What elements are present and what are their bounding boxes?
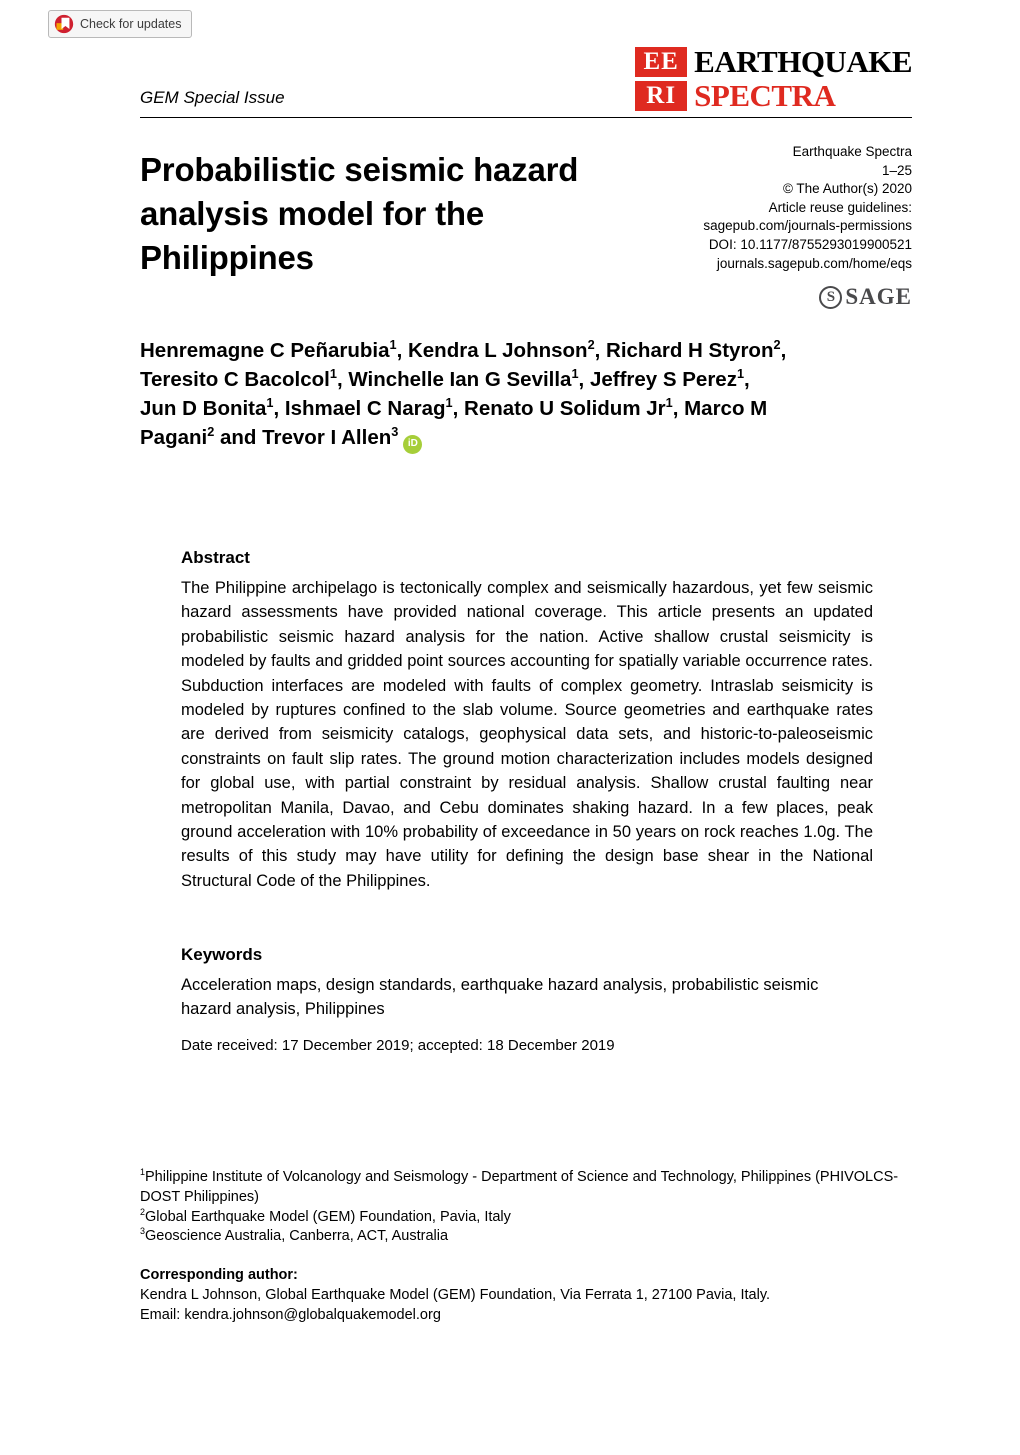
author-affiliation-sup: 1 <box>266 395 274 411</box>
footnote-line: $^3$Geoscience Australia, Canberra, ACT, Australia <box>140 1226 449 1245</box>
sage-wordmark: SAGE <box>845 284 912 310</box>
author-segments <box>140 339 786 449</box>
author-affiliation-sup: 1 <box>389 337 397 353</box>
author-affiliation-sup: 1 <box>445 395 453 411</box>
sage-circle-s-icon: S <box>819 286 842 309</box>
check-for-updates-button[interactable] <box>48 10 192 38</box>
logo-word-earthquake: EARTHQUAKE <box>694 44 912 79</box>
author-name: , Teresito C Bacolcol <box>140 339 787 392</box>
corresponding-author-heading: Corresponding author: <box>140 1267 298 1283</box>
corresponding-author-address: Kendra L Johnson, Global Earthquake Model (GEM) Foundation, Via Ferrata 1, 27100 Pavia, Italy. <box>140 1286 771 1303</box>
author-affiliation-sup: 2 <box>773 337 781 353</box>
check-for-updates-label: Check for updates <box>80 17 182 31</box>
keywords-text: Acceleration maps, design standards, earthquake hazard analysis, probabilistic seismic hazard analysis, Philippines <box>181 976 819 1018</box>
author-affiliation-sup: 1 <box>571 366 579 382</box>
doi-line: DOI: 10.1177/8755293019900521 <box>708 236 912 252</box>
corresponding-author-email-line <box>140 1306 912 1326</box>
author-affiliation-sup: 1 <box>736 366 745 382</box>
author-affiliation-sup: 2 <box>207 424 215 440</box>
author-list <box>140 336 788 454</box>
header-divider <box>140 117 912 118</box>
journal-name: Earthquake Spectra <box>792 144 912 159</box>
abstract-section <box>181 548 873 893</box>
journal-home-link[interactable]: journals.sagepub.com/home/eqs <box>716 255 912 271</box>
special-issue-label: GEM Special Issue <box>140 88 285 107</box>
correspondence-section <box>140 1266 912 1325</box>
page-range: 1–25 <box>881 162 912 178</box>
email-link[interactable]: kendra.johnson@globalquakemodel.org <box>184 1306 441 1323</box>
abstract-heading: Abstract <box>181 548 250 567</box>
email-label: Email: <box>140 1306 185 1323</box>
logo-word-spectra: SPECTRA <box>694 78 836 113</box>
article-title: Probabilistic seismic hazard analysis model for the Philippines <box>140 151 579 276</box>
author-name: , Ishmael C Narag <box>273 397 446 421</box>
logo-row-bottom <box>635 80 912 111</box>
dates-line: Date received: 17 December 2019; accepted: 18 December 2019 <box>181 1037 615 1054</box>
author-name: , Jun D Bonita <box>140 368 750 421</box>
keywords-section <box>181 945 873 1021</box>
copyright-line: © The Author(s) 2020 <box>782 181 912 197</box>
author-name: , Marco M Pagani <box>140 397 768 450</box>
reuse-guidelines-link[interactable]: sagepub.com/journals-permissions <box>703 218 912 234</box>
author-name: and Trevor I Allen <box>214 426 392 450</box>
eeri-block-ri: RI <box>635 81 687 111</box>
author-affiliation-sup: 3 <box>391 424 399 440</box>
author-name: , Renato U Solidum Jr <box>452 397 666 421</box>
author-affiliation-sup: 1 <box>665 395 673 411</box>
author-name: Henremagne C Peñarubia <box>140 339 390 362</box>
sage-logo <box>819 286 912 309</box>
author-affiliation-sup: 2 <box>587 337 595 353</box>
author-name: , Winchelle Ian G Sevilla <box>336 368 572 392</box>
affiliation-footnotes <box>140 1168 912 1247</box>
abstract-text: The Philippine archipelago is tectonically complex and seismically hazardous, yet few seismic hazard assessments have provided national coverage. This article presents an updated probabilistic seismic hazard analysis for the nation. Active shallow crustal seismicity is modeled by faults and gridded point sources accounting for spatially variable occurrence rates. Subduction interfaces are modeled with faults of complex geometry. Intraslab seismicity is modeled by ruptures confined to the slab volume. Source geometries and earthquake rates are derived from seismicity catalogs, geophysical data sets, and historic-to-paleoseismic constraints on fault slip rates. The ground motion characterization includes models designed for global use, with partial constraint by residual analysis. Shallow crustal faulting near metropolitan Manila, Davao, and Cebu dominates shaking hazard. In a few places, peak ground acceleration with 10% probability of exceedance in 50 years on rock reaches 1.0g. The results of this study may have utility for defining the design base shear in the National Structural Code of the Philippines. <box>181 579 873 890</box>
footnote-line: $^2$Global Earthquake Model (GEM) Foundation, Pavia, Italy <box>140 1206 511 1225</box>
journal-meta <box>652 143 912 309</box>
author-name: , Kendra L Johnson <box>396 339 588 362</box>
earthquake-spectra-logo <box>635 46 912 111</box>
eeri-block-ee: EE <box>635 47 687 77</box>
author-affiliation-sup: 1 <box>329 366 337 382</box>
keywords-heading: Keywords <box>181 945 263 964</box>
reuse-guidelines-label: Article reuse guidelines: <box>768 199 912 215</box>
orcid-icon[interactable]: iD <box>403 435 422 454</box>
footnote-line: $^1$Philippine Institute of Volcanology and Seismology - Department of Science and Technology, Philippines (PHIVOLCS-DOST Philippines) <box>140 1167 899 1205</box>
author-name: , Richard H Styron <box>594 339 774 362</box>
logo-row-top <box>635 46 912 77</box>
author-name: , Jeffrey S Perez <box>578 368 737 392</box>
crossmark-icon <box>54 14 74 34</box>
